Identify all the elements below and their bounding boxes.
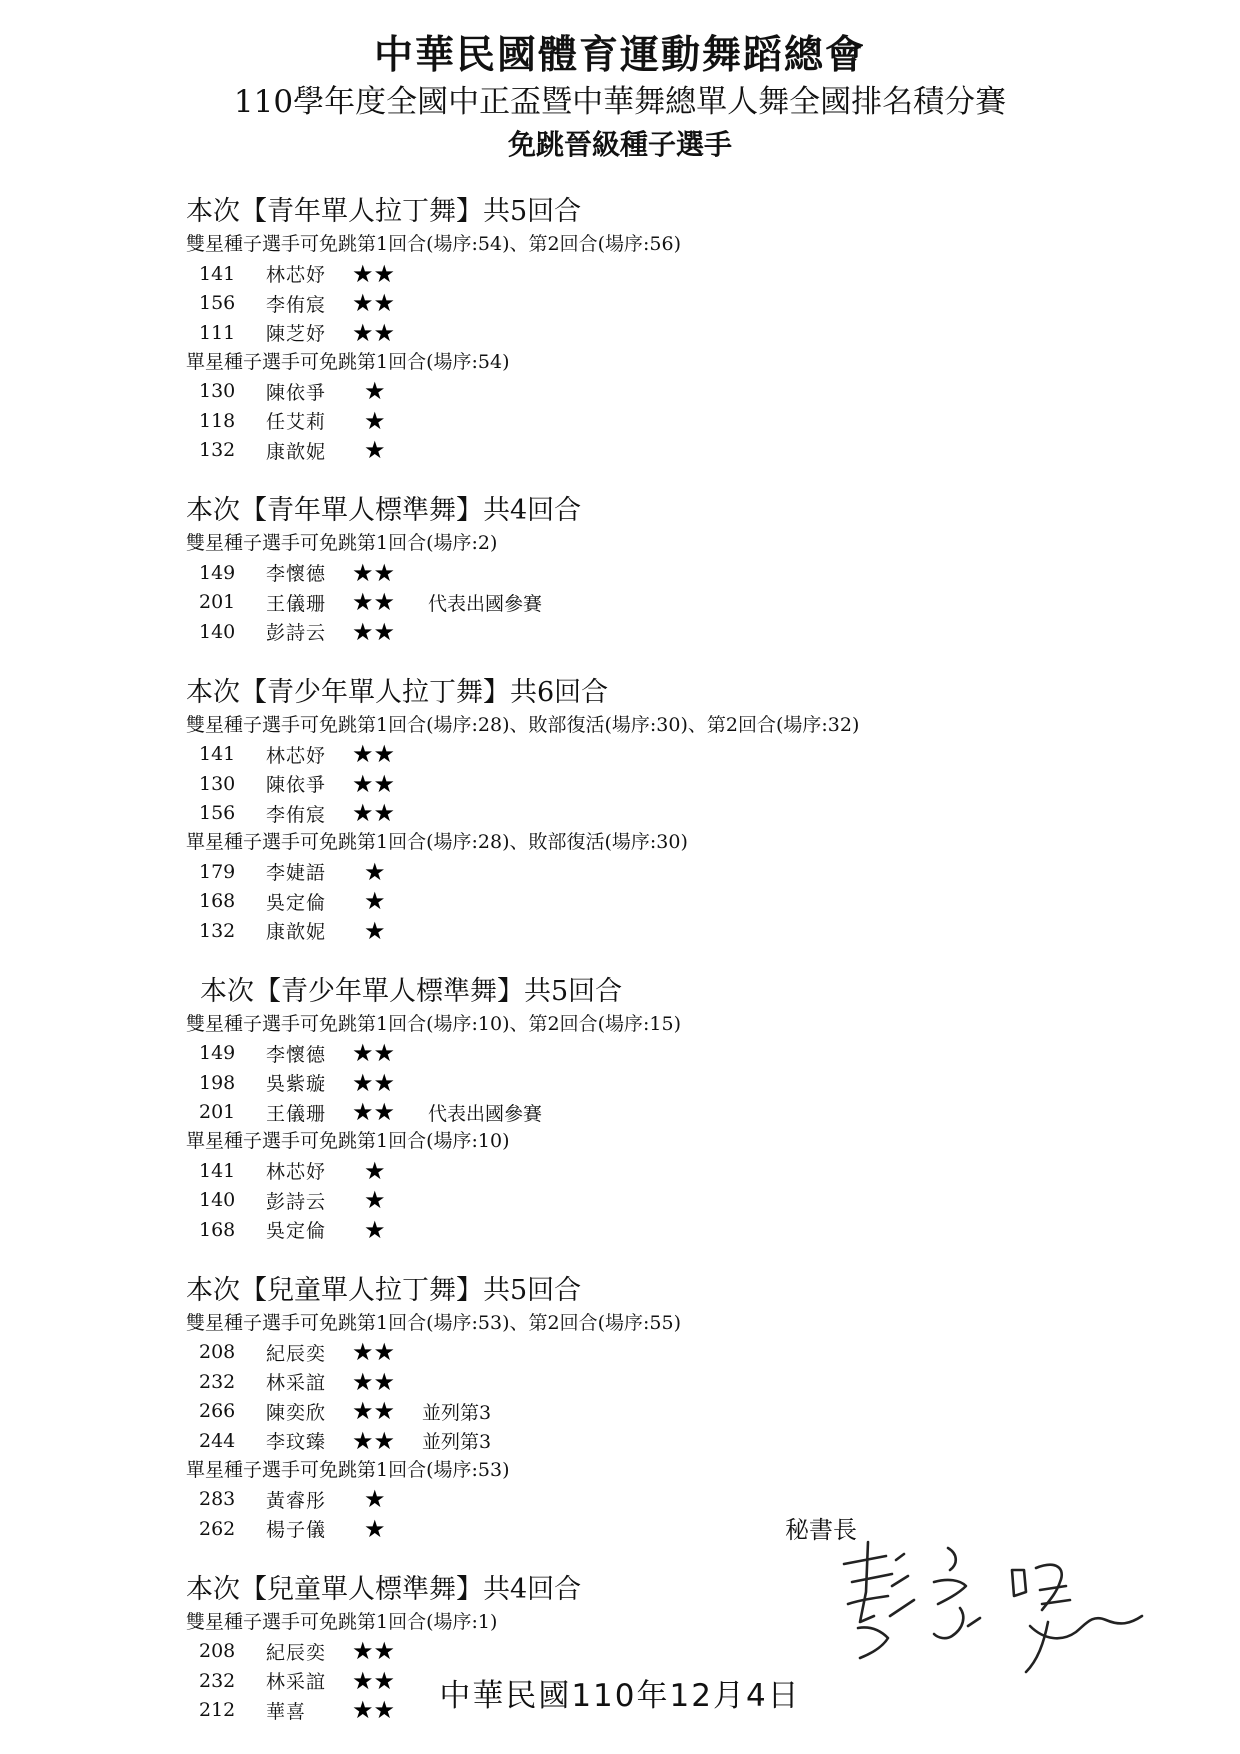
seed-entry <box>186 1186 886 1216</box>
division-title: 本次【青少年單人標準舞】共5回合 <box>200 975 623 1007</box>
seed-list <box>186 194 886 1753</box>
athlete-number: 156 <box>199 802 236 825</box>
athlete-name: 任艾莉 <box>266 411 327 434</box>
seed-entry <box>186 1039 886 1069</box>
athlete-number: 232 <box>199 1370 236 1393</box>
athlete-number: 130 <box>199 772 236 795</box>
athlete-number: 201 <box>199 1101 236 1124</box>
athlete-name: 王儀珊 <box>266 592 327 615</box>
double-star-icon: ★★ <box>352 289 396 318</box>
double-star-icon: ★★ <box>352 1426 396 1455</box>
seed-entry <box>186 799 886 829</box>
athlete-number: 140 <box>199 1189 236 1212</box>
athlete-name: 林芯妤 <box>266 264 327 287</box>
double-star-rule: 雙星種子選手可免跳第1回合(場序:53)、第2回合(場序:55) <box>186 1311 681 1334</box>
athlete-number: 156 <box>199 292 236 315</box>
athlete-number: 208 <box>199 1341 236 1364</box>
secretary-title: 秘書長 <box>785 1516 857 1544</box>
double-star-rule: 雙星種子選手可免跳第1回合(場序:10)、第2回合(場序:15) <box>186 1012 681 1035</box>
seed-entry <box>186 1098 886 1128</box>
athlete-name: 吳紫璇 <box>266 1073 327 1096</box>
seed-entry <box>186 406 886 436</box>
athlete-number: 244 <box>199 1429 236 1452</box>
athlete-number: 266 <box>199 1400 236 1423</box>
division-title: 本次【青年單人標準舞】共4回合 <box>186 495 582 526</box>
double-star-icon: ★★ <box>352 1637 396 1666</box>
athlete-name: 彭詩云 <box>266 1190 327 1213</box>
double-star-icon: ★★ <box>352 1338 396 1367</box>
double-star-icon: ★★ <box>352 1397 396 1426</box>
double-star-rule: 雙星種子選手可免跳第1回合(場序:1) <box>186 1610 498 1633</box>
star-icon: ★ <box>364 1514 386 1543</box>
athlete-name: 彭詩云 <box>266 622 327 645</box>
athlete-name: 紀辰奕 <box>266 1342 327 1365</box>
seed-entry <box>186 1637 886 1667</box>
entry-note: 代表出國參賽 <box>428 592 543 615</box>
seed-entry <box>186 1426 886 1456</box>
athlete-number: 179 <box>199 860 236 883</box>
single-star-rule: 單星種子選手可免跳第1回合(場序:10) <box>186 1130 510 1152</box>
athlete-name: 林芯妤 <box>266 744 327 767</box>
athlete-number: 141 <box>199 262 236 285</box>
athlete-number: 208 <box>199 1640 236 1663</box>
double-star-rule: 雙星種子選手可免跳第1回合(場序:54)、第2回合(場序:56) <box>186 233 681 255</box>
seed-entry <box>186 1156 886 1186</box>
athlete-name: 李侑宸 <box>266 293 327 316</box>
seed-entry <box>186 1514 886 1544</box>
division-section <box>186 194 886 465</box>
seed-entry <box>186 318 886 348</box>
athlete-number: 232 <box>199 1669 236 1692</box>
seed-entry <box>186 916 886 946</box>
athlete-name: 陳依爭 <box>266 381 327 404</box>
athlete-name: 吳定倫 <box>266 891 327 914</box>
athlete-name: 楊子儀 <box>266 1519 327 1542</box>
division-title: 本次【兒童單人標準舞】共4回合 <box>186 1573 582 1605</box>
org-name: 中華民國體育運動舞蹈總會 <box>373 32 866 78</box>
seed-entry <box>186 1215 886 1245</box>
double-star-icon: ★★ <box>352 1039 396 1068</box>
athlete-number: 118 <box>199 409 236 432</box>
athlete-number: 168 <box>199 890 236 913</box>
athlete-name: 李玟臻 <box>266 1431 327 1454</box>
double-star-icon: ★★ <box>352 769 396 798</box>
double-star-icon: ★★ <box>352 1068 396 1097</box>
seed-entry <box>186 377 886 407</box>
double-star-icon: ★★ <box>352 588 396 617</box>
seed-entry <box>186 558 886 588</box>
athlete-name: 陳奕欣 <box>266 1401 327 1424</box>
star-icon: ★ <box>364 1215 386 1244</box>
double-star-icon: ★★ <box>352 617 396 646</box>
division-section <box>186 675 886 946</box>
signature-image <box>830 1530 1150 1690</box>
seed-entry <box>186 436 886 466</box>
athlete-number: 111 <box>199 321 236 344</box>
document-date: 中華民國110年12月4日 <box>439 1678 801 1714</box>
athlete-number: 212 <box>199 1699 236 1722</box>
entry-note: 並列第3 <box>422 1401 492 1424</box>
double-star-rule: 雙星種子選手可免跳第1回合(場序:28)、敗部復活(場序:30)、第2回合(場序:32) <box>186 713 860 736</box>
athlete-number: 130 <box>199 380 236 403</box>
double-star-rule: 雙星種子選手可免跳第1回合(場序:2) <box>186 532 498 554</box>
athlete-number: 168 <box>199 1218 236 1241</box>
seed-entry <box>186 289 886 319</box>
seed-entry <box>186 887 886 917</box>
double-star-icon: ★★ <box>352 1367 396 1396</box>
division-title: 本次【青少年單人拉丁舞】共6回合 <box>186 676 609 708</box>
athlete-number: 201 <box>199 591 236 614</box>
athlete-name: 紀辰奕 <box>266 1641 327 1664</box>
seed-entry <box>186 769 886 799</box>
athlete-name: 李懷德 <box>266 1043 327 1066</box>
double-star-icon: ★★ <box>352 1666 396 1695</box>
athlete-number: 132 <box>199 439 236 462</box>
seed-entry <box>186 617 886 647</box>
single-star-rule: 單星種子選手可免跳第1回合(場序:54) <box>186 350 510 373</box>
star-icon: ★ <box>364 916 386 945</box>
athlete-number: 149 <box>199 561 236 584</box>
athlete-number: 141 <box>199 743 236 766</box>
division-section <box>186 1273 886 1544</box>
athlete-name: 陳依爭 <box>266 774 327 797</box>
seed-entry <box>186 588 886 618</box>
double-star-icon: ★★ <box>352 740 396 769</box>
athlete-name: 康歆妮 <box>266 440 327 463</box>
seed-entry <box>186 259 886 289</box>
seed-entry <box>186 740 886 770</box>
athlete-name: 李懷德 <box>266 563 327 586</box>
athlete-name: 林芯妤 <box>266 1161 327 1184</box>
athlete-number: 141 <box>199 1159 236 1182</box>
athlete-name: 李婕語 <box>266 862 327 885</box>
entry-note: 代表出國參賽 <box>428 1102 543 1125</box>
athlete-name: 康歆妮 <box>266 921 327 944</box>
double-star-icon: ★★ <box>352 1696 396 1725</box>
single-star-rule: 單星種子選手可免跳第1回合(場序:53) <box>186 1458 510 1481</box>
double-star-icon: ★★ <box>352 558 396 587</box>
star-icon: ★ <box>364 1156 386 1185</box>
seed-entry <box>186 1068 886 1098</box>
athlete-number: 262 <box>199 1517 236 1540</box>
competition-title: 110學年度全國中正盃暨中華舞總單人舞全國排名積分賽 <box>233 84 1007 120</box>
athlete-name: 吳定倫 <box>266 1220 327 1243</box>
seed-entry <box>186 1367 886 1397</box>
athlete-number: 283 <box>199 1488 236 1511</box>
seed-entry <box>186 1397 886 1427</box>
division-section <box>186 493 886 647</box>
star-icon: ★ <box>364 857 386 886</box>
single-star-rule: 單星種子選手可免跳第1回合(場序:28)、敗部復活(場序:30) <box>186 831 688 853</box>
athlete-name: 林采誼 <box>266 1671 327 1694</box>
double-star-icon: ★★ <box>352 799 396 828</box>
division-title: 本次【青年單人拉丁舞】共5回合 <box>186 196 582 227</box>
seed-entry <box>186 857 886 887</box>
athlete-name: 黃睿彤 <box>266 1489 327 1512</box>
star-icon: ★ <box>364 1186 386 1215</box>
athlete-name: 林采誼 <box>266 1372 327 1395</box>
star-icon: ★ <box>364 406 386 435</box>
entry-note: 並列第3 <box>422 1431 492 1454</box>
document-header <box>0 32 1240 166</box>
athlete-name: 李侑宸 <box>266 803 327 826</box>
document-subtitle: 免跳晉級種子選手 <box>507 128 732 161</box>
double-star-icon: ★★ <box>352 259 396 288</box>
star-icon: ★ <box>364 887 386 916</box>
double-star-icon: ★★ <box>352 318 396 347</box>
star-icon: ★ <box>364 377 386 406</box>
athlete-number: 140 <box>199 620 236 643</box>
star-icon: ★ <box>364 436 386 465</box>
athlete-number: 149 <box>199 1042 236 1065</box>
star-icon: ★ <box>364 1485 386 1514</box>
double-star-icon: ★★ <box>352 1098 396 1127</box>
athlete-name: 王儀珊 <box>266 1102 327 1125</box>
division-section <box>186 974 886 1245</box>
athlete-number: 132 <box>199 919 236 942</box>
seed-entry <box>186 1485 886 1515</box>
athlete-name: 華喜 <box>266 1700 307 1723</box>
division-title: 本次【兒童單人拉丁舞】共5回合 <box>186 1274 582 1306</box>
seed-entry <box>186 1338 886 1368</box>
athlete-number: 198 <box>199 1071 236 1094</box>
athlete-name: 陳芝妤 <box>266 323 327 346</box>
